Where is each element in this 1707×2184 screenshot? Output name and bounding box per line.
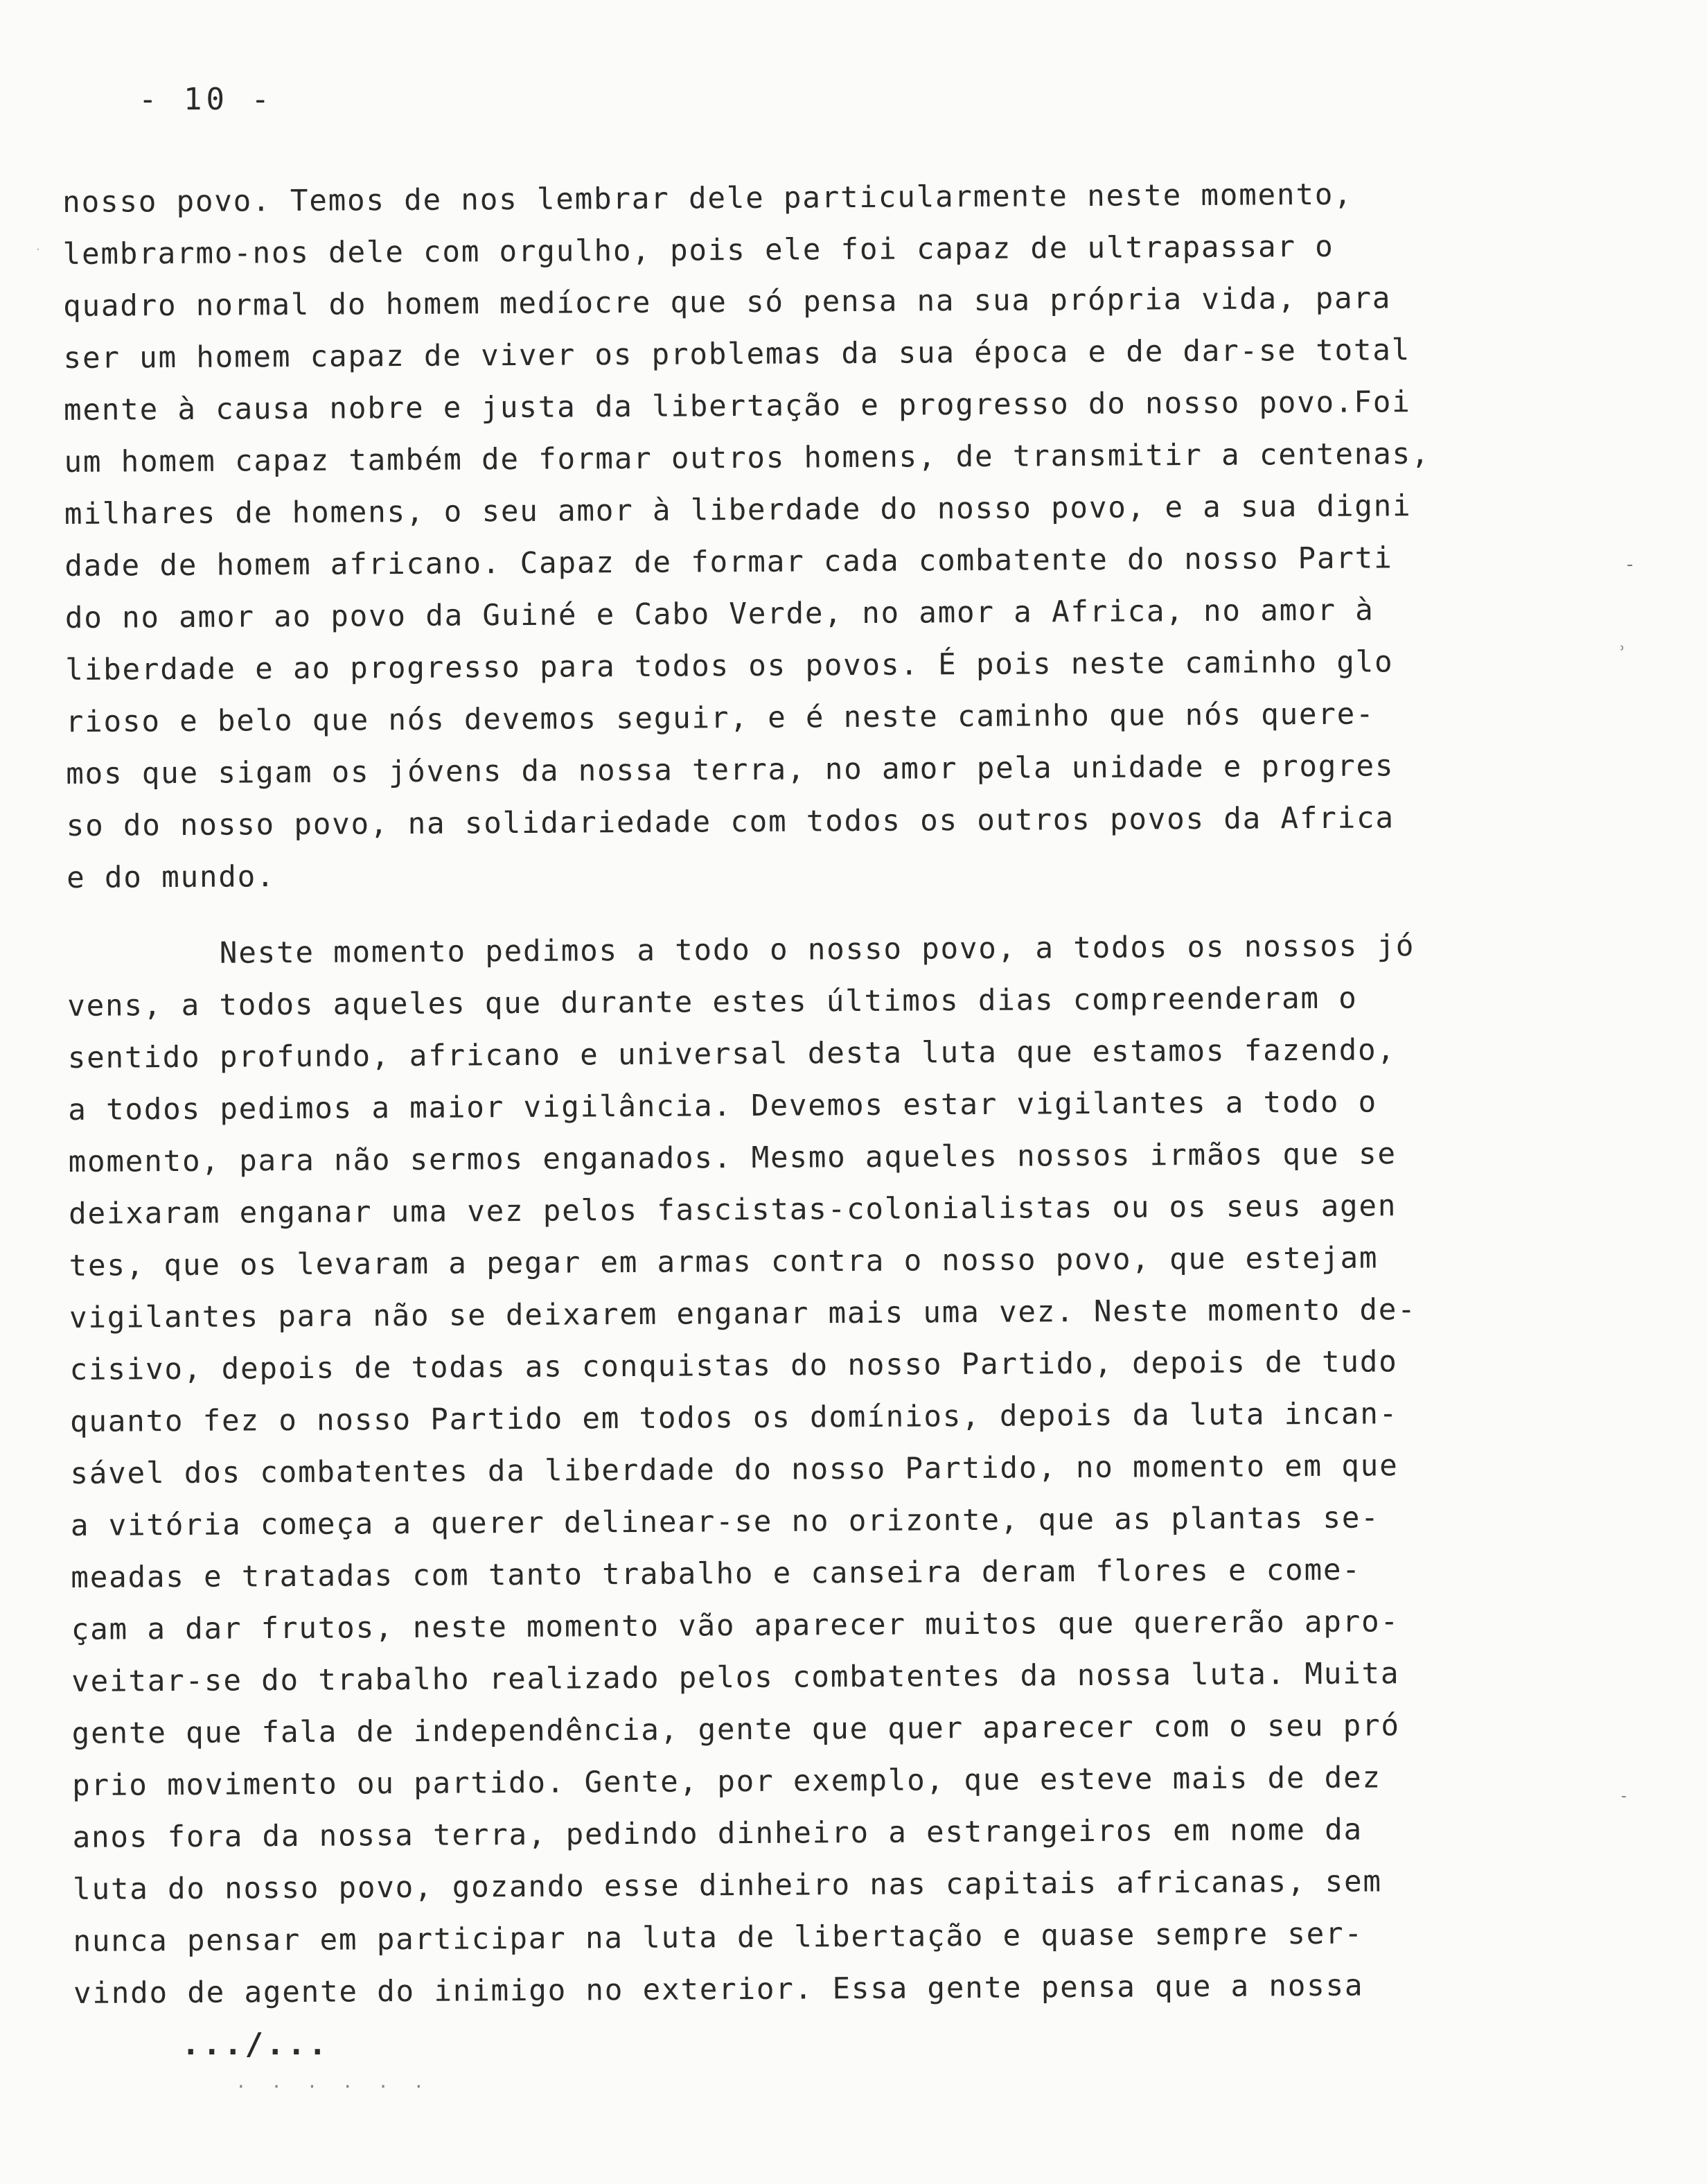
text-line: lembrarmo-nos dele com orgulho, pois ele foi capaz de ultrapassar o xyxy=(62,229,1334,272)
text-line: meadas e tratadas com tanto trabalho e canseira deram flores e come- xyxy=(71,1553,1361,1595)
text-line: veitar-se do trabalho realizado pelos combatentes da nossa luta. Muita xyxy=(71,1657,1400,1699)
paragraph xyxy=(67,919,1557,2020)
margin-mark: - xyxy=(1627,554,1634,575)
text-line: Neste momento pedimos a todo o nosso povo, a todos os nossos jó xyxy=(219,929,1415,971)
text-line: vens, a todos aqueles que durante estes últimos dias compreenderam o xyxy=(67,981,1358,1023)
text-line: quadro normal do homem medíocre que só pensa na sua própria vida, para xyxy=(62,281,1392,324)
text-line: ser um homem capaz de viver os problemas da sua época e de dar-se total xyxy=(63,333,1411,376)
scan-noise-dots: . . . . . . xyxy=(236,2072,432,2093)
text-line: a vitória começa a querer delinear-se no orizonte, que as plantas se- xyxy=(70,1501,1380,1543)
paragraph xyxy=(62,168,1549,904)
text-line: vindo de agente do inimigo no exterior. Essa gente pensa que a nossa xyxy=(73,1969,1364,2011)
text-line: do no amor ao povo da Guiné e Cabo Verde, no amor a Africa, no amor à xyxy=(64,593,1374,635)
text-line: mente à causa nobre e justa da libertação e progresso do nosso povo.Foi xyxy=(63,385,1411,428)
text-line: cisivo, depois de todas as conquistas do nosso Partido, depois de tudo xyxy=(69,1345,1398,1387)
text-line: nunca pensar em participar na luta de libertação e quase sempre ser- xyxy=(73,1917,1364,1959)
text-line: luta do nosso povo, gozando esse dinheiro nas capitais africanas, sem xyxy=(72,1865,1382,1907)
text-line: milhares de homens, o seu amor à liberdade do nosso povo, e a sua digni xyxy=(64,489,1412,531)
text-line: e do mundo. xyxy=(67,860,276,895)
text-line: so do nosso povo, na solidariedade com todos os outros povos da Africa xyxy=(66,801,1395,843)
text-line: a todos pedimos a maior vigilância. Devemos estar vigilantes a todo o xyxy=(68,1085,1378,1127)
continuation-mark: .../... xyxy=(182,2027,330,2062)
text-line: prio movimento ou partido. Gente, por exemplo, que esteve mais de dez xyxy=(72,1761,1382,1803)
text-line: anos fora da nossa terra, pedindo dinheiro a estrangeiros em nome da xyxy=(72,1813,1363,1855)
page-number: - 10 - xyxy=(139,82,274,117)
text-line: quanto fez o nosso Partido em todos os domínios, depois da luta incan- xyxy=(69,1397,1399,1439)
text-line: vigilantes para não se deixarem enganar mais uma vez. Neste momento de- xyxy=(69,1293,1417,1335)
text-line: rioso e belo que nós devemos seguir, e é neste caminho que nós quere- xyxy=(65,697,1375,739)
text-line: liberdade e ao progresso para todos os povos. É pois neste caminho glo xyxy=(65,645,1394,687)
text-line: nosso povo. Temos de nos lembrar dele particularmente neste momento, xyxy=(62,177,1353,220)
text-line: çam a dar frutos, neste momento vão aparecer muitos que quererão apro- xyxy=(71,1605,1400,1647)
margin-mark: - xyxy=(1621,1788,1627,1805)
text-line: momento, para não sermos enganados. Mesmo aqueles nossos irmãos que se xyxy=(68,1137,1397,1179)
margin-mark: · xyxy=(36,243,40,257)
body-text xyxy=(62,168,1556,2020)
text-line: tes, que os levaram a pegar em armas contra o nosso povo, que estejam xyxy=(69,1241,1379,1283)
text-line: sável dos combatentes da liberdade do nosso Partido, no momento em que xyxy=(70,1449,1399,1491)
text-line: sentido profundo, africano e universal desta luta que estamos fazendo, xyxy=(67,1033,1396,1075)
text-line: deixaram enganar uma vez pelos fascistas-colonialistas ou os seus agen xyxy=(68,1189,1397,1231)
text-line: um homem capaz também de formar outros homens, de transmitir a centenas, xyxy=(64,437,1431,479)
text-line: dade de homem africano. Capaz de formar cada combatente do nosso Parti xyxy=(64,541,1393,583)
text-line: gente que fala de independência, gente que quer aparecer com o seu pró xyxy=(71,1709,1400,1751)
text-line: mos que sigam os jóvens da nossa terra, no amor pela unidade e progres xyxy=(66,749,1395,791)
margin-mark: ⸒ xyxy=(1618,624,1626,651)
